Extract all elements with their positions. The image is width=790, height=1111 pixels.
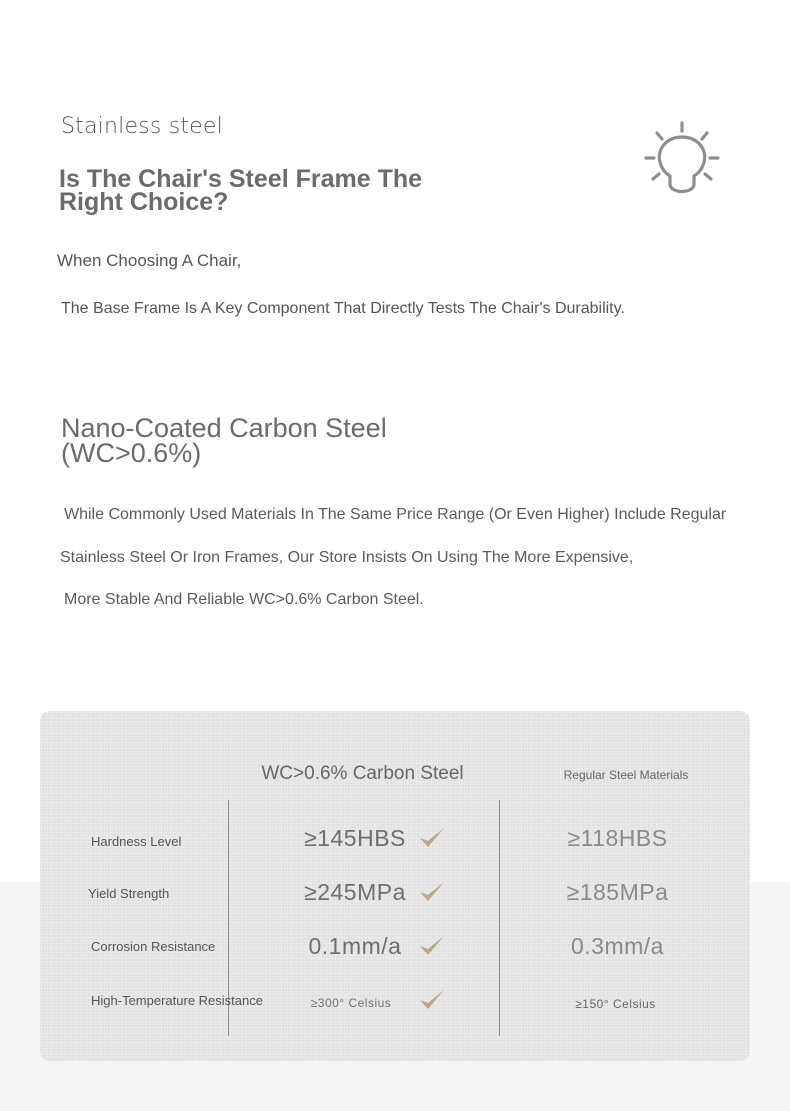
- comparison-panel: [40, 711, 750, 1061]
- regular-steel-corrosion-value: 0.3mm/a: [571, 933, 664, 959]
- column-divider: [499, 800, 500, 1036]
- carbon-steel-corrosion-value: 0.1mm/a: [308, 933, 402, 959]
- row-label-yield-strength: Yield Strength: [88, 886, 170, 901]
- page-headline: Is The Chair's Steel Frame The Right Choice?: [59, 165, 423, 216]
- paragraph-line-2: Stainless Steel Or Iron Frames, Our Store Insists On Using The More Expensive,: [60, 549, 634, 566]
- carbon-steel-temperature-value: ≥300° Celsius: [310, 996, 392, 1010]
- column-header-carbon-steel: WC>0.6% Carbon Steel: [261, 763, 464, 784]
- regular-steel-yield-value: ≥185MPa: [566, 879, 669, 905]
- paragraph-line-1: While Commonly Used Materials In The Same Price Range (Or Even Higher) Include Regular: [64, 506, 727, 523]
- regular-steel-hardness-value: ≥118HBS: [567, 825, 668, 851]
- regular-steel-temperature-value: ≥150° Celsius: [575, 997, 656, 1011]
- row-label-high-temperature: High-Temperature Resistance: [91, 993, 263, 1008]
- checkmark-icon: [418, 826, 446, 850]
- paragraph-line-3: More Stable And Reliable WC>0.6% Carbon Steel.: [64, 591, 424, 608]
- section-title: Nano-Coated Carbon Steel (WC>0.6%): [61, 413, 387, 468]
- checkmark-icon: [418, 934, 446, 958]
- intro-line-2: The Base Frame Is A Key Component That Directly Tests The Chair's Durability.: [61, 300, 625, 317]
- carbon-steel-hardness-value: ≥145HBS: [304, 825, 406, 851]
- intro-line-1: When Choosing A Chair,: [57, 251, 242, 270]
- row-label-hardness: Hardness Level: [91, 834, 182, 849]
- column-header-regular-steel: Regular Steel Materials: [563, 768, 689, 782]
- carbon-steel-yield-value: ≥245MPa: [304, 879, 406, 905]
- row-label-corrosion: Corrosion Resistance: [91, 939, 216, 954]
- checkmark-icon: [418, 988, 446, 1012]
- eyebrow-label: Stainless steel: [61, 114, 223, 139]
- checkmark-icon: [418, 880, 446, 904]
- lightbulb-icon: [640, 118, 728, 206]
